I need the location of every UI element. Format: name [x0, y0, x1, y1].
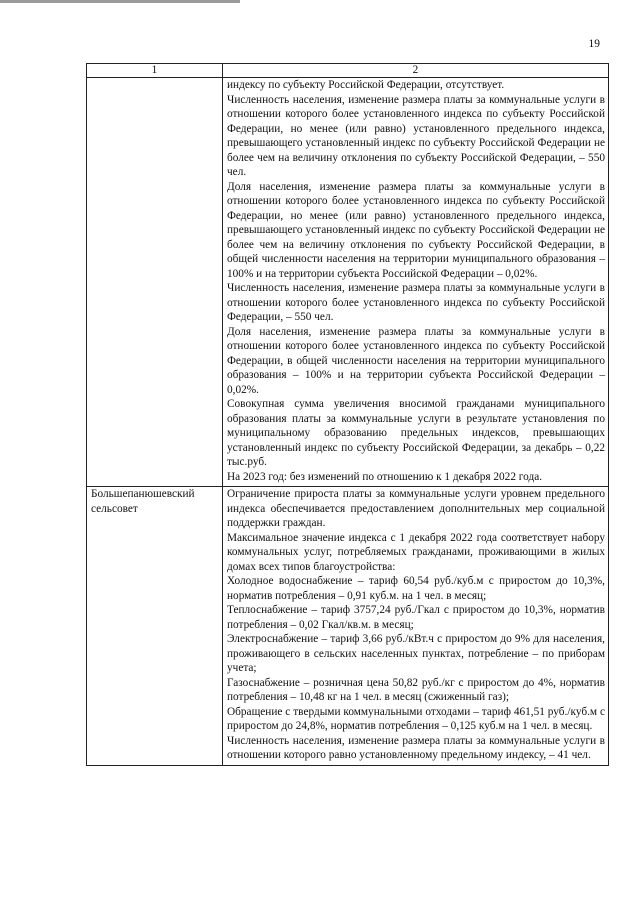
region-cell — [87, 78, 223, 487]
paragraph: Электроснабжение – тариф 3,66 руб./кВт.ч с приростом до 9% для населения, проживающего в сельских населенных пунктах, потребление – по приборам учета; — [227, 633, 605, 674]
table-header-row — [87, 64, 609, 78]
paragraph: Совокупная сумма увеличения вносимой гражданами муниципального образования платы за коммунальные услуги в результате установления по муниципальному образованию предельных индексов, превышающих установленный индекс по субъекту Российской Федерации, за декабрь – 0,22 тыс.руб. — [227, 398, 605, 468]
content-cell — [223, 78, 609, 487]
content-cell — [223, 487, 609, 766]
paragraph: Газоснабжение – розничная цена 50,82 руб./кг с приростом до 4%, норматив потребления – 10,48 кг на 1 чел. в месяц (сжиженный газ); — [227, 676, 605, 703]
column-header-1: 1 — [87, 64, 223, 78]
paragraph: Обращение с твердыми коммунальными отходами – тариф 461,51 руб./куб.м с приростом до 24,8%, норматив потребления – 0,125 куб.м на 1 чел. в месяц. — [227, 705, 605, 732]
paragraph: Доля населения, изменение размера платы за коммунальные услуги в отношении которого более установленного индекса по субъекту Российской Федерации, в общей численности населения на территории муниципального образования – 100% и на территории субъекта Российской Федерации – 0,02%. — [227, 325, 605, 396]
paragraph: На 2023 год: без изменений по отношению к 1 декабря 2022 года. — [227, 470, 543, 483]
page-number: 19 — [588, 38, 600, 50]
paragraph: Доля населения, изменение размера платы за коммунальные услуги в отношении которого более установленного индекса по субъекту Российской Федерации, но менее (или равно) установленного предельного индекса, превышающего установленный индекс по субъекту Российской Федерации не более чем на величину отклонения по субъекту Российской Федерации, в общей численности населения на территории муниципального образования – 100% и на территории субъекта Российской Федерации – 0,02%. — [227, 180, 605, 280]
table-row — [87, 487, 609, 766]
paragraph: Численность населения, изменение размера платы за коммунальные услуги в отношении которого более установленного индекса по субъекту Российской Федерации, но менее (или равно) установленного предельного индекса, превышающего установленный индекс по субъекту Российской Федерации не более чем на величину отклонения по субъекту Российской Федерации, – 550 чел. — [227, 93, 605, 178]
paragraph: Холодное водоснабжение – тариф 60,54 руб./куб.м с приростом до 10,3%, норматив потребления – 0,91 куб.м. на 1 чел. в месяц; — [227, 575, 605, 602]
paragraph: Численность населения, изменение размера платы за коммунальные услуги в отношении которого более установленного индекса по субъекту Российской Федерации, – 550 чел. — [227, 282, 605, 323]
paragraph: Теплоснабжение – тариф 3757,24 руб./Гкал с приростом до 10,3%, норматив потребления – 0,02 Гкал/кв.м. в месяц; — [227, 604, 605, 631]
paragraph: Ограничение прироста платы за коммунальные услуги уровнем предельного индекса обеспечивается предоставлением дополнительных мер социальной поддержки граждан. — [227, 488, 605, 529]
scan-edge-line — [0, 0, 240, 3]
document-table — [86, 63, 609, 766]
paragraph: Максимальное значение индекса с 1 декабря 2022 года соответствует набору коммунальных услуг, потребляемых гражданами, проживающими в жилых домах всех типов благоустройства: — [227, 531, 605, 573]
region-cell: Большепанюшевский сельсовет — [87, 487, 223, 766]
table-row — [87, 78, 609, 487]
column-header-2: 2 — [223, 64, 609, 78]
paragraph: индексу по субъекту Российской Федерации, отсутствует. — [227, 79, 505, 91]
paragraph: Численность населения, изменение размера платы за коммунальные услуги в отношении которого равно установленному предельному индексу, – 41 чел. — [227, 734, 605, 761]
